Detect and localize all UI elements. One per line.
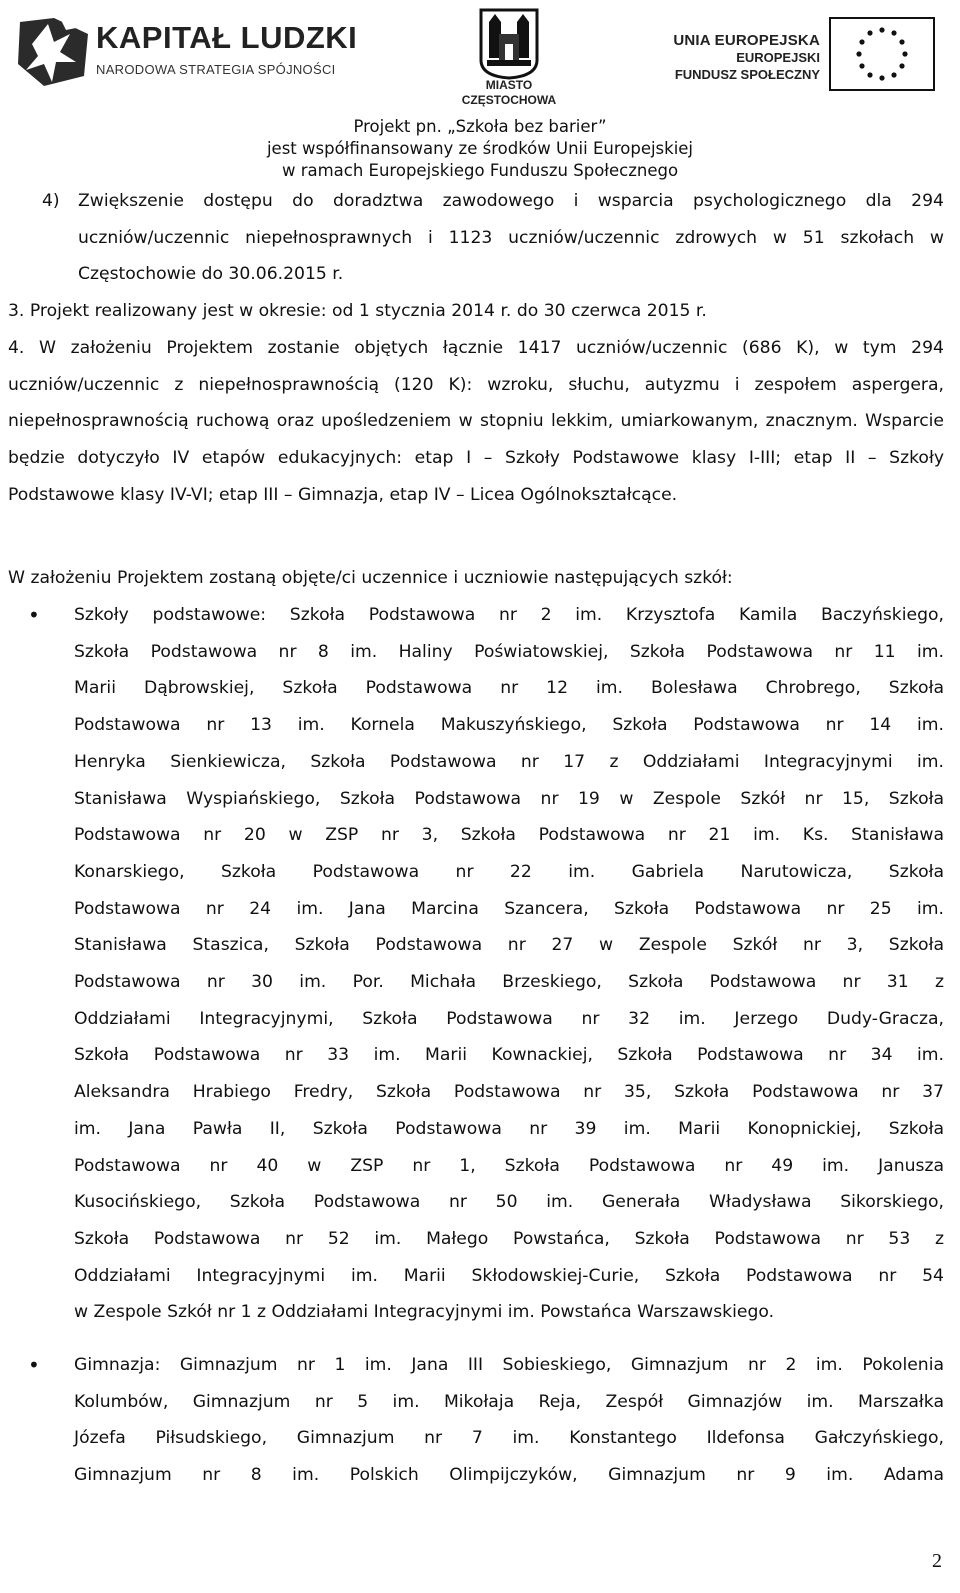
list-line: Podstawowa nr 40 w ZSP nr 1, Szkoła Podstawowa nr 49 im. Janusza xyxy=(74,1155,944,1176)
point-4-paragraph: 4. W założeniu Projektem zostanie objętych łącznie 1417 uczniów/uczennic (686 K), w tym 294 uczniów/uczennic z niepełnosprawnością (120 K): wzroku, słuchu, autyzmu i zespołem aspergera, niepełnosprawnością ruchową oraz upośledzeniem w stopniu lekkim, umiarkowanym, znacznym. Wsparcie będzie dotyczyło IV etapów edukacyjnych: etap I – Szkoły Podstawowe klasy I-III; etap II – Szkoły Podstawowe klasy IV-VI; etap III – Gimnazja, etap IV – Licea Ogólnokształcące. xyxy=(8,338,944,505)
list-line: Oddziałami Integracyjnymi im. Marii Skłodowskiej-Curie, Szkoła Podstawowa nr 54 xyxy=(74,1265,944,1286)
item-4-paragraph xyxy=(42,183,944,293)
point-3-paragraph: 3. Projekt realizowany jest w okresie: od 1 stycznia 2014 r. do 30 czerwca 2015 r. xyxy=(8,301,707,321)
page-number: 2 xyxy=(932,1550,942,1572)
item-4-text: Zwiększenie dostępu do doradztwa zawodowego i wsparcia psychologicznego dla 294 uczniów/uczennic niepełnosprawnych i 1123 uczniów/uczennic zdrowych w 51 szkołach w Częstochowie do 30.06.2015 r. xyxy=(78,191,944,285)
list-line: Henryka Sienkiewicza, Szkoła Podstawowa nr 17 z Oddziałami Integracyjnymi im. xyxy=(74,751,944,772)
kapital-ludzki-title: KAPITAŁ LUDZKI xyxy=(96,20,358,55)
list-line: Stanisława Wyspiańskiego, Szkoła Podstawowa nr 19 w Zespole Szkół nr 15, Szkoła xyxy=(74,788,944,809)
project-caption xyxy=(0,116,960,182)
page-header xyxy=(0,0,960,190)
list-line: Marii Dąbrowskiej, Szkoła Podstawowa nr 12 im. Bolesława Chrobrego, Szkoła xyxy=(74,678,944,699)
eu-line3: FUNDUSZ SPOŁECZNY xyxy=(674,67,820,82)
list-line: Józefa Piłsudskiego, Gimnazjum nr 7 im. Konstantego Ildefonsa Gałczyńskiego, xyxy=(74,1428,944,1449)
list-line: Oddziałami Integracyjnymi, Szkoła Podstawowa nr 32 im. Jerzego Dudy-Gracza, xyxy=(74,1008,944,1029)
caption-line-2: jest współfinansowany ze środków Unii Europejskiej xyxy=(266,139,694,158)
eu-line2: EUROPEJSKI xyxy=(736,50,820,65)
list-line: Kusocińskiego, Szkoła Podstawowa nr 50 im. Generała Władysława Sikorskiego, xyxy=(74,1192,944,1213)
gymnasium-list-item xyxy=(74,1347,944,1494)
list-line: Szkoła Podstawowa nr 8 im. Haliny Poświatowskiej, Szkoła Podstawowa nr 11 im. xyxy=(74,641,944,662)
schools-intro: W założeniu Projektem zostaną objęte/ci uczennice i uczniowie następujących szkół: xyxy=(8,568,733,588)
eu-flag-icon xyxy=(828,16,936,92)
list-line: Szkoły podstawowe: Szkoła Podstawowa nr 2 im. Krzysztofa Kamila Baczyńskiego, xyxy=(74,605,944,625)
list-line: Gimnazjum nr 8 im. Polskich Olimpijczyków, Gimnazjum nr 9 im. Adama xyxy=(74,1465,944,1486)
bullet-marker: • xyxy=(28,603,40,627)
list-line: Gimnazja: Gimnazjum nr 1 im. Jana III Sobieskiego, Gimnazjum nr 2 im. Pokolenia xyxy=(74,1355,944,1375)
item-4-number: 4) xyxy=(42,191,60,211)
list-line: Szkoła Podstawowa nr 33 im. Marii Kownackiej, Szkoła Podstawowa nr 34 im. xyxy=(74,1045,944,1066)
list-line: im. Jana Pawła II, Szkoła Podstawowa nr 39 im. Marii Konopnickiej, Szkoła xyxy=(74,1118,944,1139)
primary-schools-list-item xyxy=(74,597,944,1331)
list-line: Aleksandra Hrabiego Fredry, Szkoła Podstawowa nr 35, Szkoła Podstawowa nr 37 xyxy=(74,1082,944,1103)
list-line: Szkoła Podstawowa nr 52 im. Małego Powstańca, Szkoła Podstawowa nr 53 z xyxy=(74,1228,944,1249)
eu-line1: UNIA EUROPEJSKA xyxy=(673,32,820,49)
list-line: Podstawowa nr 13 im. Kornela Makuszyńskiego, Szkoła Podstawowa nr 14 im. xyxy=(74,715,944,736)
list-line: Podstawowa nr 24 im. Jana Marcina Szancera, Szkoła Podstawowa nr 25 im. xyxy=(74,898,944,919)
list-line: Stanisława Staszica, Szkoła Podstawowa nr 27 w Zespole Szkół nr 3, Szkoła xyxy=(74,935,944,956)
kapital-ludzki-subtitle: NARODOWA STRATEGIA SPÓJNOŚCI xyxy=(96,62,336,77)
list-line: Konarskiego, Szkoła Podstawowa nr 22 im. Gabriela Narutowicza, Szkoła xyxy=(74,861,944,882)
list-line: w Zespole Szkół nr 1 z Oddziałami Integracyjnymi im. Powstańca Warszawskiego. xyxy=(74,1302,775,1323)
caption-line-1: Projekt pn. „Szkoła bez barier” xyxy=(353,117,607,136)
list-line: Podstawowa nr 30 im. Por. Michała Brzeskiego, Szkoła Podstawowa nr 31 z xyxy=(74,972,944,993)
caption-line-3: w ramach Europejskiego Funduszu Społecznego xyxy=(281,161,679,180)
eu-logo-text xyxy=(673,32,820,83)
list-line: Kolumbów, Gimnazjum nr 5 im. Mikołaja Reja, Zespół Gimnazjów im. Marszałka xyxy=(74,1391,944,1412)
list-line: Podstawowa nr 20 w ZSP nr 3, Szkoła Podstawowa nr 21 im. Ks. Stanisława xyxy=(74,825,944,846)
crest-caption-line2: CZĘSTOCHOWA xyxy=(461,93,557,107)
bullet-marker: • xyxy=(28,1353,40,1377)
crest-caption-line1: MIASTO xyxy=(485,78,533,92)
